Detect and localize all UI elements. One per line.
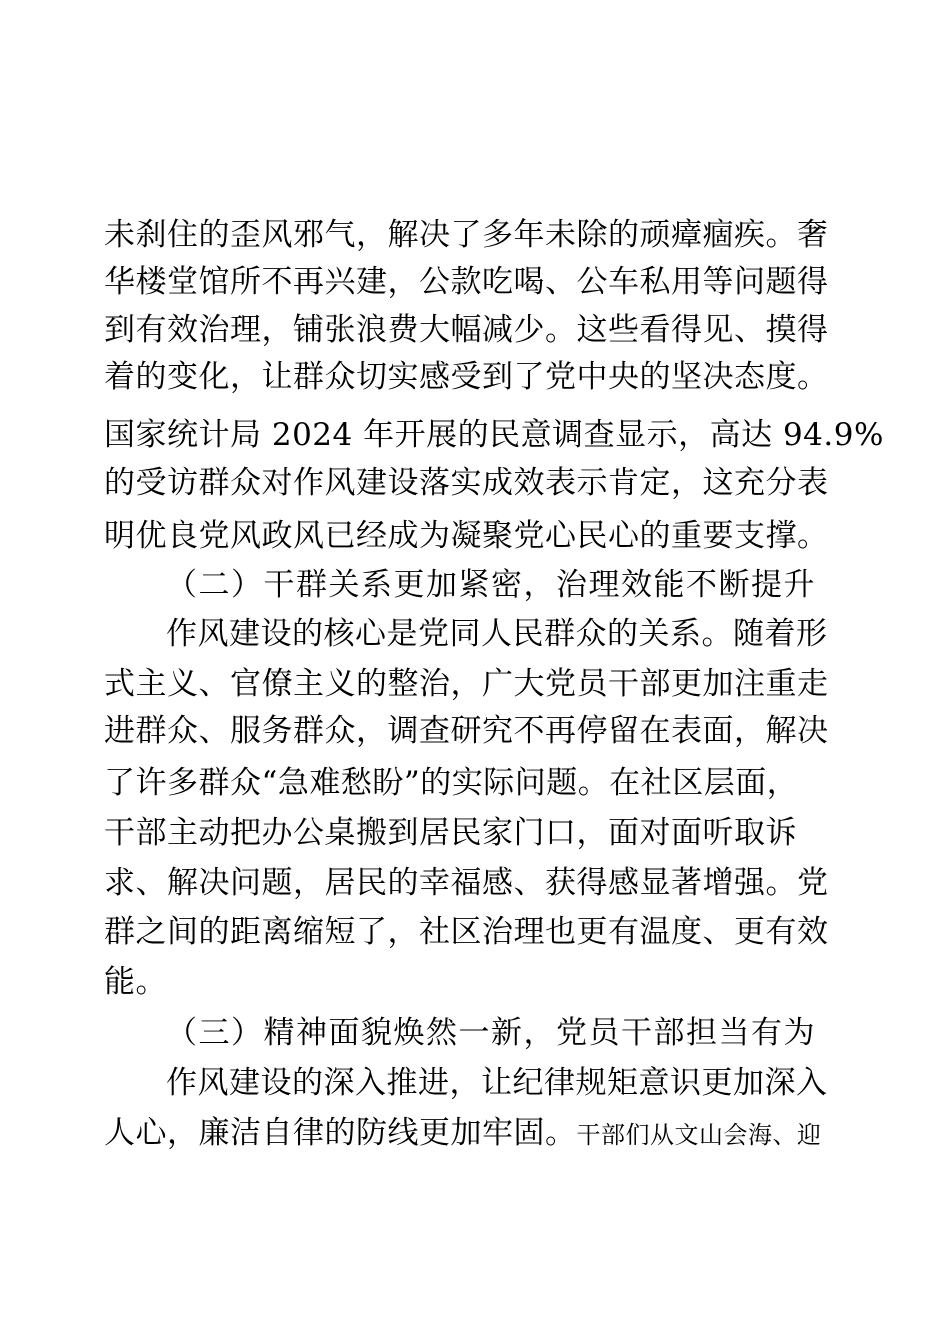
paragraph-2-line-5: 干部主动把办公桌搬到居民家门口，面对面听取诉: [104, 815, 797, 851]
paragraph-1-line-5: 国家统计局 2024 年开展的民意调查显示，高达 94.9%: [104, 417, 884, 453]
paragraph-1-line-3: 到有效治理，铺张浪费大幅减少。这些看得见、摸得: [104, 312, 829, 348]
paragraph-1-line-2: 华楼堂馆所不再兴建，公款吃喝、公车私用等问题得: [104, 264, 829, 300]
paragraph-2-line-6: 求、解决问题，居民的幸福感、获得感显著增强。党: [104, 865, 829, 901]
paragraph-2-line-3: 进群众、服务群众，调查研究不再停留在表面，解决: [104, 713, 829, 749]
paragraph-3-line-2-small-text: 干部们从文山会海、迎: [576, 1121, 822, 1149]
paragraph-1-line-6: 的受访群众对作风建设落实成效表示肯定，这充分表: [104, 465, 829, 501]
paragraph-3-line-1: 作风建设的深入推进，让纪律规矩意识更加深入: [166, 1065, 828, 1101]
section-heading-2: （二）干群关系更加紧密，治理效能不断提升: [166, 567, 816, 603]
paragraph-1-line-7: 明优良党风政风已经成为凝聚党心民心的重要支撑。: [104, 518, 829, 554]
paragraph-2-line-4: 了许多群众“急难愁盼”的实际问题。在社区层面，: [104, 765, 799, 801]
paragraph-2-line-1: 作风建设的核心是党同人民群众的关系。随着形: [166, 616, 828, 652]
paragraph-1-line-4: 着的变化，让群众切实感受到了党中央的坚决态度。: [104, 359, 829, 395]
paragraph-3-line-2: [104, 1110, 844, 1156]
paragraph-3-line-2-text: 人心，廉洁自律的防线更加牢固。: [104, 1115, 577, 1151]
section-heading-3: （三）精神面貌焕然一新，党员干部担当有为: [166, 1015, 816, 1051]
paragraph-2-line-7: 群之间的距离缩短了，社区治理也更有温度、更有效: [104, 914, 829, 950]
paragraph-2-line-8: 能。: [104, 964, 167, 1000]
paragraph-1-line-1: 未刹住的歪风邪气，解决了多年未除的顽瘴痼疾。奢: [104, 217, 829, 253]
paragraph-2-line-2: 式主义、官僚主义的整治，广大党员干部更加注重走: [104, 666, 829, 702]
